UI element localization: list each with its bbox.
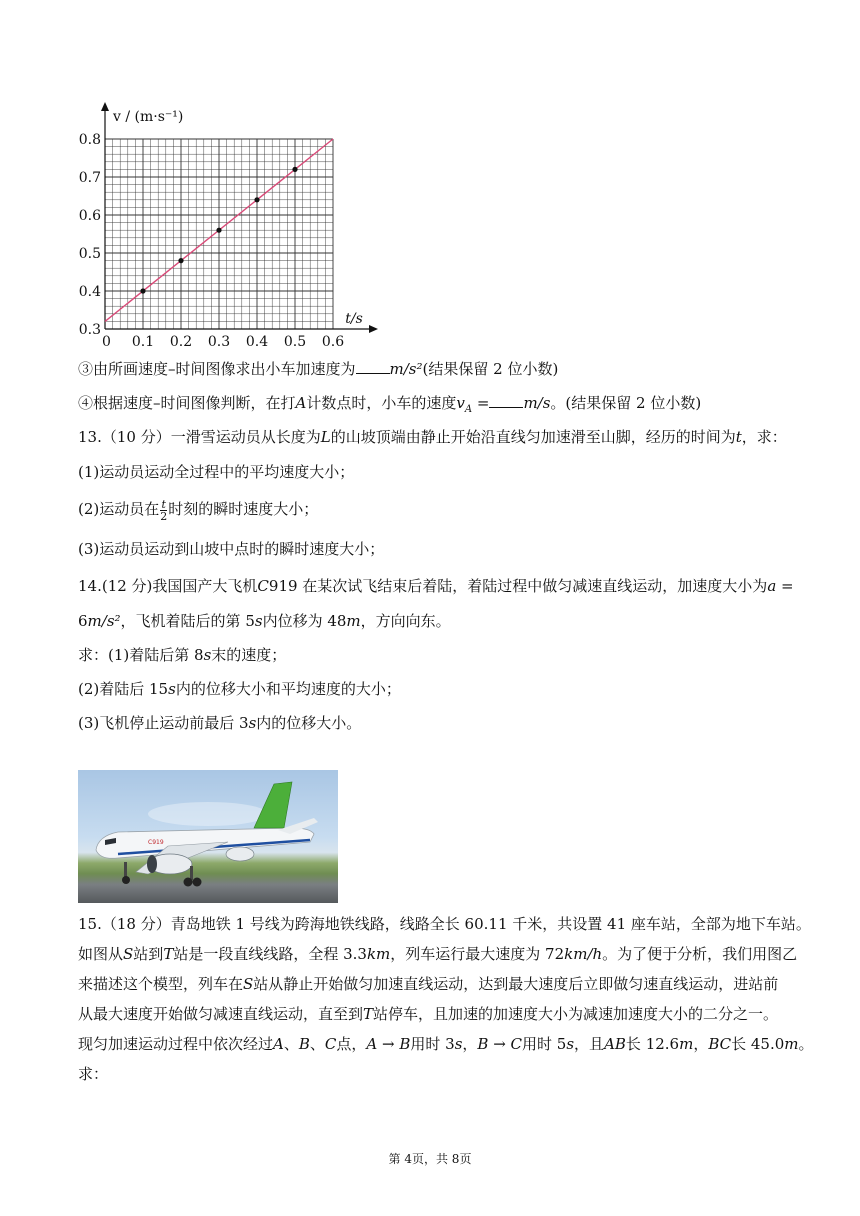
airplane-illustration [78,770,338,903]
x-tick-label: 0.5 [283,334,307,348]
x-tick-label: 0 [102,334,111,348]
data-point [292,167,297,172]
data-point [178,258,183,263]
answer-blank [356,359,390,374]
q13-sub2: (2)运动员在 $\frac{t}{2}$ 时刻的瞬时速度大小； [78,497,319,523]
y-axis-label: v / (m·s⁻¹) [113,109,184,125]
y-tick-label: 0.4 [78,284,101,300]
c919-airplane-photo [78,770,338,903]
q15-line1: 15.（18 分）青岛地铁 1 号线为跨海地铁线路，线路全长 60.11 千米，共设置 41 座车站，全部为地下车站。 [78,915,811,933]
plane-livery-text: C919 [148,839,164,846]
q12-part4: ④根据速度–时间图像判断，在打A计数点时，小车的速度$v_A = m/s$。(结果保留 2 位小数) [78,394,702,415]
q14-stem-line2: 6m/s²，飞机着陆后的第 5s内位移为 48m，方向向东。 [78,612,451,630]
q15-line3: 来描述这个模型，列车在S站从静止开始做匀加速直线运动，达到最大速度后立即做匀速直线运动，进站前 [78,975,779,993]
q12-part3: ③由所画速度–时间图像求出小车加速度为 m/s²(结果保留 2 位小数) [78,360,559,378]
q14-sub1: 求：(1)着陆后第 8s末的速度； [78,646,287,664]
q15-line4: 从最大速度开始做匀减速直线运动，直至到T站停车，且加速的加速度大小为减速加速度大小的二分之一。 [78,1005,779,1023]
q14-sub2: (2)着陆后 15s内的位移大小和平均速度的大小； [78,680,401,698]
y-tick-label: 0.5 [78,246,101,262]
x-tick-label: 0.4 [245,334,269,348]
x-axis-arrow [369,325,378,333]
y-tick-label: 0.6 [78,208,101,224]
page-footer: 第 4页，共 8页 [388,1152,472,1166]
q14-stem-line1: 14.(12 分)我国国产大飞机C919 在某次试飞结束后着陆，着陆过程中做匀减速直线运动，加速度大小为a = [78,577,794,595]
x-tick-label: 0.6 [321,334,345,348]
q15-line5: 现匀加速运动过程中依次经过A、B、C点，A → B用时 3s，B → C用时 5s，且AB长 12.6m，BC长 45.0m。 [78,1035,814,1053]
answer-blank [489,393,523,408]
velocity-time-chart [76,98,386,348]
y-tick-label: 0.3 [78,322,101,338]
y-axis-arrow [101,102,109,111]
x-tick-label: 0.2 [169,334,193,348]
q14-sub3: (3)飞机停止运动前最后 3s内的位移大小。 [78,714,362,732]
data-point [254,197,259,202]
q13-sub3: (3)运动员运动到山坡中点时的瞬时速度大小； [78,540,385,558]
q15-line6: 求： [78,1065,109,1083]
x-axis-label: t/s [345,311,363,327]
data-point [140,288,145,293]
q15-line2: 如图从S站到T站是一段直线线路，全程 3.3km，列车运行最大速度为 72km/h。为了便于分析，我们用图乙 [78,945,798,963]
q13-stem: 13.（10 分）一滑雪运动员从长度为L的山坡顶端由静止开始沿直线匀加速滑至山脚，经历的时间为t，求： [78,428,787,446]
y-tick-label: 0.8 [78,132,101,148]
fraction-t-over-2: $\frac{t}{2}$ [160,497,168,523]
y-tick-label: 0.7 [78,170,101,186]
data-point [216,228,221,233]
x-tick-label: 0.1 [131,334,155,348]
q13-sub1: (1)运动员运动全过程中的平均速度大小； [78,463,355,481]
x-tick-label: 0.3 [207,334,231,348]
